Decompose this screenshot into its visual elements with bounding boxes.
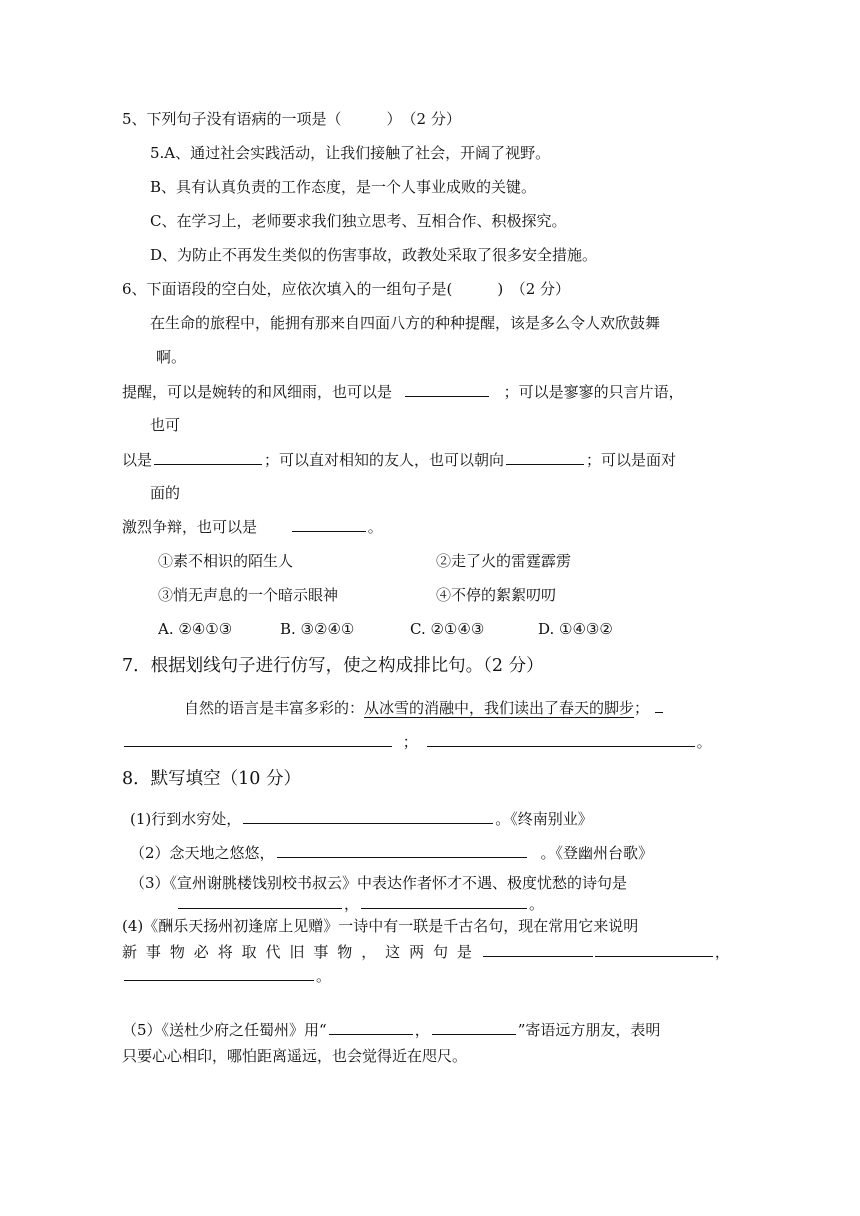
q6-paragraph-line-1b: 啊。 [156,348,187,366]
q8-blank-1[interactable] [243,822,493,824]
q6-text: 。 [367,518,383,536]
q6-stem: 6、下面语段的空白处，应依次填入的一组句子是( ) （2 分） [122,280,571,298]
q8-text: 将 [217,943,233,961]
q8-item-3: （3）《宣州谢朓楼饯别校书叔云》中表达作者怀才不遇、极度忧愁的诗句是 [130,874,628,892]
q8-blank-4c[interactable] [124,979,314,981]
q8-item-2 [130,842,653,864]
q8-text: 取 [241,943,257,961]
q8-item-4-line-3 [122,965,331,987]
q8-blank-5b[interactable] [432,1033,516,1035]
q6-blank-3[interactable] [506,463,584,465]
q7-lead: 自然的语言是丰富多彩的： [184,699,365,717]
q8-blank-3a[interactable] [178,907,342,909]
q8-text: (1)行到水穷处， [130,810,242,828]
q6-choice-4: ④不停的絮絮叨叨 [436,586,557,604]
q8-text: 。《终南别业》 [495,810,593,828]
q6-paragraph-line-2b: 也可 [150,416,181,434]
q6-paragraph-line-1: 在生命的旅程中，能拥有那来自四面八方的种种提醒，该是多么令人欢欣鼓舞 [150,314,661,332]
q6-blank-1[interactable] [405,395,489,397]
q6-choice-2: ②走了火的雷霆霹雳 [436,552,572,570]
q6-text: 提醒，可以是婉转的和风细雨，也可以是 [122,383,393,401]
q5-option-d: D、为防止不再发生类似的伤害事故，政教处采取了很多安全措施。 [150,246,598,264]
q7-blank-start[interactable] [655,711,663,713]
q8-text: 。《登幽州台歌》 [540,844,654,862]
q8-text: 事 [145,943,161,961]
q8-text: （5）《送杜少府之任蜀州》用“ [122,1021,327,1039]
q7-answer-line [122,731,712,753]
q8-text: 句 [432,943,448,961]
q6-paragraph-line-3 [122,449,676,471]
q6-answer-b: B. ③②④① [280,620,355,638]
q8-text: 代 [265,943,281,961]
q6-answer-c: C. ②①④③ [410,620,485,638]
q8-text: 新 [122,943,138,961]
q6-choice-3: ③悄无声息的一个暗示眼神 [158,586,339,604]
q8-text: 物 [337,943,353,961]
q8-text: 两 [409,943,425,961]
q8-text: 事 [313,943,329,961]
q5-option-c: C、在学习上，老师要求我们独立思考、互相合作、积极探究。 [150,212,567,230]
q7-end: 。 [696,733,712,751]
q8-text: ， [344,895,360,913]
q7-separator: ； [634,699,650,717]
q6-blank-2[interactable] [154,463,262,465]
q6-paragraph-line-4 [122,516,383,538]
q8-text: 这 [385,943,401,961]
q8-text: 必 [193,943,209,961]
q6-text: ；可以直对相知的友人，也可以朝向 [264,451,505,469]
q8-text: 是 [456,943,472,961]
q5-option-a: 5.A、通过社会实践活动，让我们接触了社会，开阔了视野。 [150,144,551,162]
q6-paragraph-line-3b: 面的 [150,484,181,502]
q8-item-4: (4)《酬乐天扬州初逢席上见赠》一诗中有一联是千古名句，现在常用它来说明 [122,917,639,935]
q8-blank-4b[interactable] [595,955,713,957]
q5-stem: 5、下列句子没有语病的一项是（ ） （2 分） [122,110,461,128]
q8-item-4-line-2 [122,941,730,963]
q6-text: 以是 [122,451,153,469]
q6-choice-1: ①素不相识的陌生人 [158,552,294,570]
q8-text: ， [361,943,377,961]
q8-text: ”寄语远方朋友，表明 [517,1021,661,1039]
q7-prompt [184,697,665,719]
q8-text: 旧 [289,943,305,961]
q8-item-5-line-2: 只要心心相印，哪怕距离遥远，也会觉得近在咫尺。 [122,1047,468,1065]
q7-blank-2[interactable] [427,745,695,747]
q6-paragraph-line-2 [122,381,684,403]
q7-stem: 7．根据划线句子进行仿写，使之构成排比句。（2 分） [122,656,544,676]
q6-blank-4[interactable] [292,530,366,532]
q8-text: （2）念天地之悠悠， [130,844,275,862]
q6-text: 激烈争辩，也可以是 [122,518,258,536]
q8-item-5 [122,1019,660,1041]
q8-blank-2[interactable] [277,856,527,858]
q8-blank-3b[interactable] [361,907,527,909]
q7-separator: ； [402,733,418,751]
q8-text: 。 [316,967,332,985]
q6-answer-d: D. ①④③② [538,620,613,638]
q8-item-1 [130,808,593,830]
q5-option-b: B、具有认真负责的工作态度，是一个人事业成败的关键。 [150,178,537,196]
q6-text: ；可以是寥寥的只言片语， [503,383,684,401]
q8-blank-5a[interactable] [329,1033,413,1035]
q8-stem: 8．默写填空（10 分） [122,769,301,789]
q8-text: ， [714,943,730,961]
q8-item-3-answer [176,893,544,915]
q8-text: 。 [529,895,545,913]
q7-underlined-sentence: 从冰雪的消融中，我们读出了春天的脚步 [364,699,635,717]
q8-text: ， [414,1021,430,1039]
q6-answer-a: A. ②④①③ [158,620,233,638]
q8-text: 物 [169,943,185,961]
q7-blank-1[interactable] [124,745,392,747]
q6-text: ；可以是面对 [586,451,677,469]
q8-blank-4a[interactable] [483,955,593,957]
